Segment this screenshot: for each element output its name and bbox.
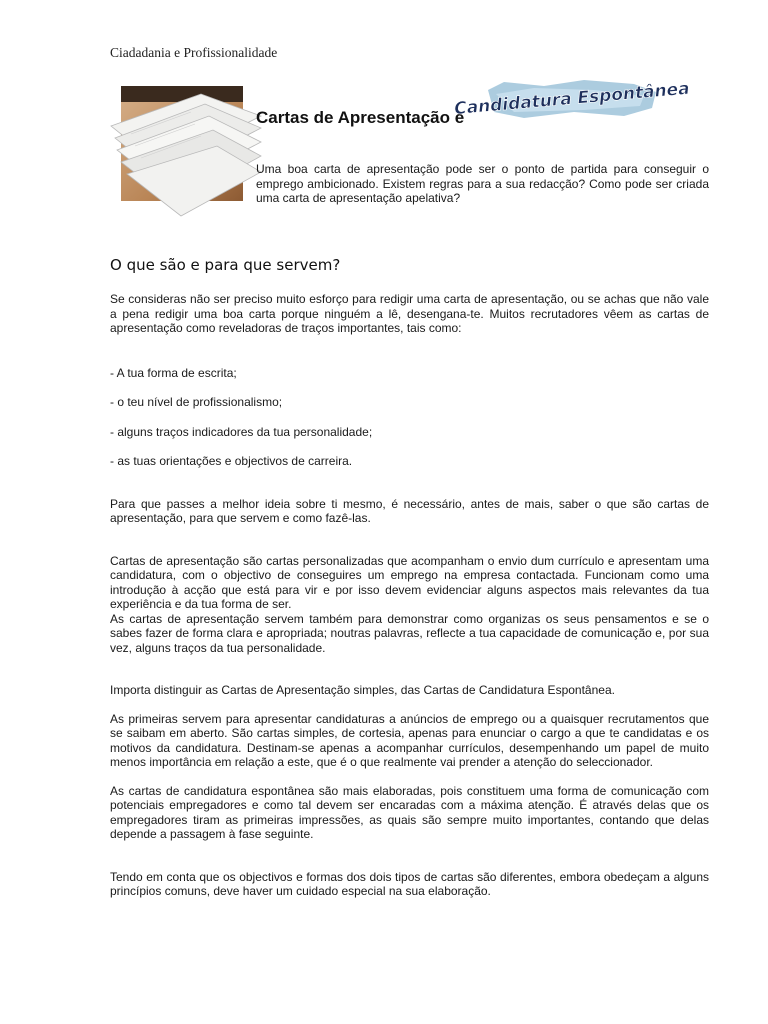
candidatura-espontanea-logo — [453, 76, 691, 120]
paragraph: Cartas de apresentação são cartas personalizadas que acompanham o envio dum currículo e apresentam uma candidatura, com o objectivo de conseguires um emprego na empresa contactada. Funcionam como uma introdução à acção que está para vir e por isso devem evidenciar alguns aspectos mais relevantes da tua experiência e da tua forma de ser. — [110, 553, 709, 611]
intro-paragraph: Uma boa carta de apresentação pode ser o ponto de partida para conseguir o emprego ambicionado. Existem regras para a sua redacção? Como pode ser criada uma carta de apresentação apelativa? — [256, 162, 709, 205]
running-header: Ciadadania e Profissionalidade — [110, 45, 278, 60]
body-text — [110, 292, 709, 899]
logo-text: Candidatura Espontânea — [453, 78, 691, 120]
paragraph: Se consideras não ser preciso muito esforço para redigir uma carta de apresentação, ou se achas que não vale a pena redigir uma boa carta porque ninguém a lê, desengana-te. Muitos recrutadores vêem as cartas de apresentação como reveladoras de traços importantes, tais como: — [110, 292, 709, 335]
stack-of-letters-photo — [121, 86, 243, 201]
paragraph: As primeiras servem para apresentar candidaturas a anúncios de emprego ou a quaisquer recrutamentos que se saibam em aberto. São cartas simples, de cortesia, apenas para enunciar o cargo a que te candidatas e os motivos da candidatura. Destinam-se apenas a acompanhar currículos, desempenhando um papel de muito menos importância em relação a este, que é o que realmente vai prender a atenção do seleccionador. — [110, 711, 709, 769]
paragraph: Para que passes a melhor ideia sobre ti mesmo, é necessário, antes de mais, saber o que são cartas de apresentação, para que servem e como fazê-las. — [110, 496, 709, 525]
list-item: - alguns traços indicadores da tua personalidade; — [110, 424, 373, 439]
list-item: - o teu nível de profissionalismo; — [110, 395, 283, 409]
list-item: - A tua forma de escrita; — [110, 365, 237, 380]
paragraph: Importa distinguir as Cartas de Apresentação simples, das Cartas de Candidatura Espontânea. — [110, 683, 615, 697]
section-heading: O que são e para que servem? — [110, 256, 341, 274]
paragraph: As cartas de candidatura espontânea são mais elaboradas, pois constituem uma forma de comunicação com potenciais empregadores e como tal devem ser encaradas com a máxima atenção. É através delas que os empregadores tiram as primeiras impressões, as quais são sempre muito importantes, contando que delas depende a passagem à fase seguinte. — [110, 783, 709, 841]
paragraph: Tendo em conta que os objectivos e formas dos dois tipos de cartas são diferentes, embora obedeçam a alguns princípios comuns, deve haver um cuidado especial na sua elaboração. — [110, 869, 709, 898]
paragraph: As cartas de apresentação servem também para demonstrar como organizas os seus pensamentos e se o sabes fazer de forma clara e apropriada; noutras palavras, reflecte a tua capacidade de comunicação e, por sua vez, alguns traços da tua personalidade. — [110, 611, 709, 655]
traits-list — [110, 366, 709, 469]
document-title: Cartas de Apresentação e — [256, 108, 465, 127]
list-item: - as tuas orientações e objectivos de carreira. — [110, 454, 353, 468]
